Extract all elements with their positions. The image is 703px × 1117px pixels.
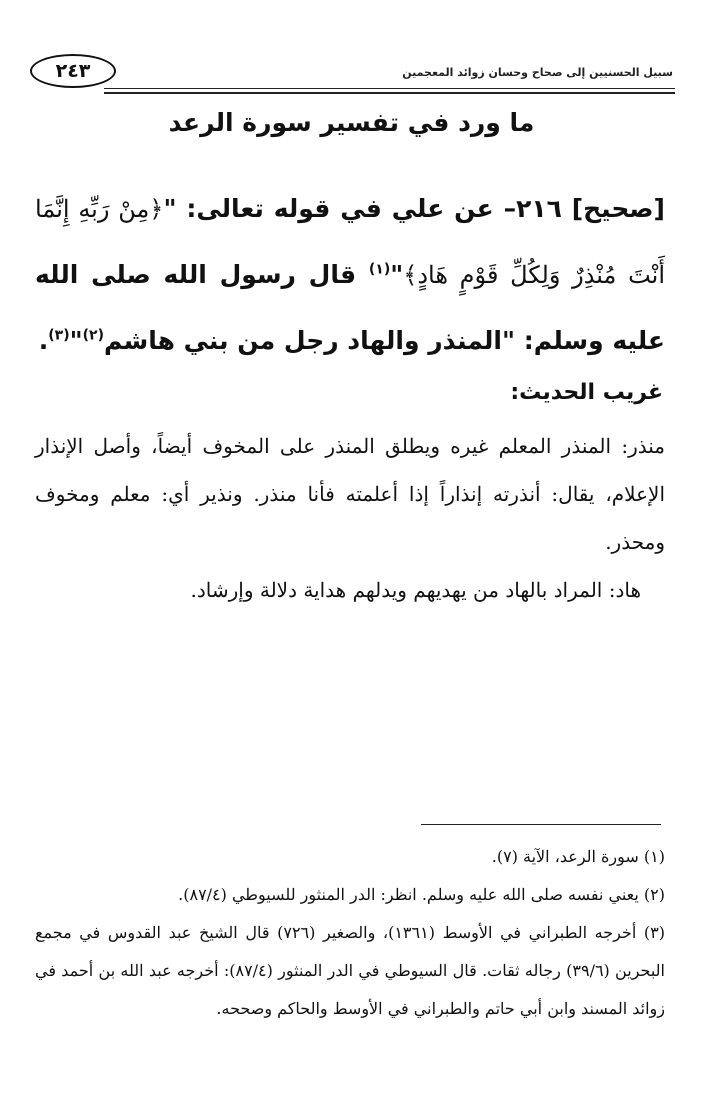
header-rule-thick [104,92,675,94]
quran-verse: ﴿مِنْ رَبِّهِ إِنَّمَا أَنْتَ مُنْذِرٌ وَلِكُلِّ قَوْمٍ هَادٍ﴾ [35,195,665,289]
header-rule-thin [104,88,675,89]
hadith-grade: [صحيح] [571,194,665,223]
gharib-paragraph-had: هاد: المراد بالهاد من يهديهم ويدلهم هداية دلالة وإرشاد. [190,578,641,602]
gharib-body [35,422,665,614]
chapter-title: ما ورد في تفسير سورة الرعد [168,108,535,137]
footnote-2: (٢) يعني نفسه صلى الله عليه وسلم. انظر: الدر المنثور للسيوطي (٨٧/٤). [178,885,665,904]
footnote-ref-1: (١) [368,261,391,278]
hadith-period: . [38,326,49,355]
hadith-quote-close: " [69,326,83,355]
footnote-ref-3: (٣) [48,327,70,344]
footnotes [35,838,665,1028]
hadith-text [35,176,665,374]
gharib-heading: غريب الحديث: [510,380,663,405]
hadith-number: ٢١٦– [503,194,562,223]
quran-quote-close: " [390,260,404,289]
gharib-paragraph-mundhir: منذر: المنذر المعلم غيره ويطلق المنذر على المخوف أيضاً، وأصل الإنذار الإعلام، يقال: أنذرته إنذاراً إذا أعلمته فأنا منذر. ونذير أي: معلم ومخوف ومحذر. [35,434,665,554]
running-title: سبيل الحسنيين إلى صحاح وحسان زوائد المعجمين [402,66,673,79]
footnote-3: (٣) أخرجه الطبراني في الأوسط (١٣٦١)، والصغير (٧٢٦) قال الشيخ عبد القدوس في مجمع البحرين (٣٩/٦) رجاله ثقات. قال السيوطي في الدر المنثور (٨٧/٤): أخرجه عبد الله بن أحمد في زوائد المسند وابن أبي حاتم والطبراني في الأوسط والحاكم وصححه. [35,923,665,1018]
hadith-body: قال رسول الله صلى الله عليه وسلم: "المنذر والهاد رجل من بني هاشم [35,260,665,355]
footnotes-separator [421,824,661,825]
footnote-1: (١) سورة الرعد، الآية (٧). [491,847,665,866]
hadith-intro: عن علي في قوله تعالى: " [163,194,494,223]
page-number-badge: ٢٤٣ [30,54,116,88]
footnote-ref-2: (٢) [82,327,104,344]
